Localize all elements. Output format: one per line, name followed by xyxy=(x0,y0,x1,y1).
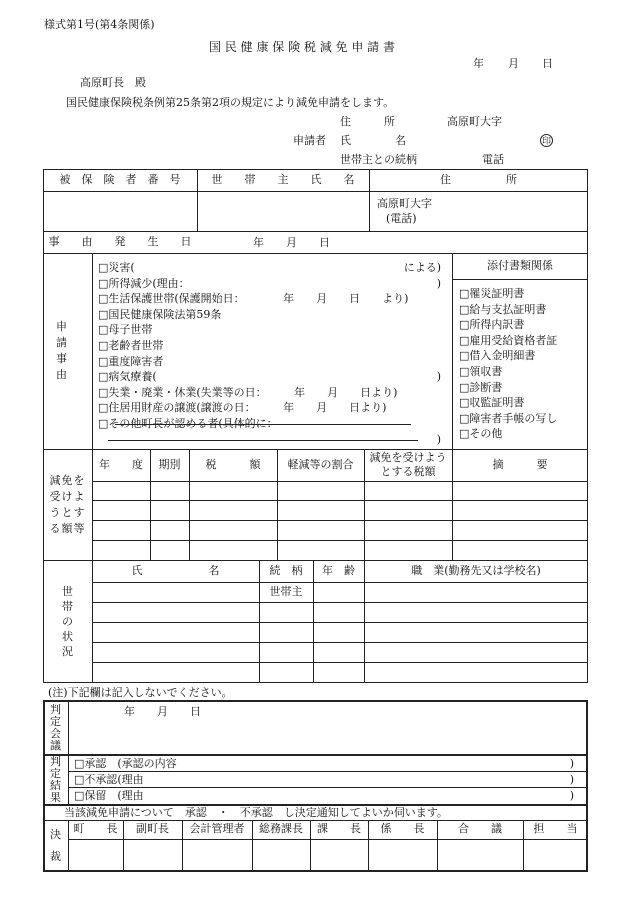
attachment-item: □その他 xyxy=(459,427,503,441)
result-option-text: □承認 (承認の内容 xyxy=(74,757,177,770)
reason-item xyxy=(98,307,441,323)
date-year-label: 年 xyxy=(473,57,484,70)
result-option-close: ) xyxy=(569,773,574,786)
attachment-item: □雇用受給資格者証 xyxy=(459,333,558,347)
result-label: 判定結果 xyxy=(50,754,61,804)
relation-label: 世帯主との続柄 xyxy=(340,153,417,166)
role-header: 総務課長 xyxy=(259,822,303,836)
date-day-label: 日 xyxy=(542,57,553,70)
attachments-title: 添付書類関係 xyxy=(487,258,553,272)
attachment-item: □罹災証明書 xyxy=(459,287,525,300)
member-name-header: 氏 名 xyxy=(131,563,220,577)
reduced-tax-header: 減免を受けようとする税額 xyxy=(369,451,447,478)
reasons-label: 申請事由 xyxy=(56,320,79,381)
decision-label: 決裁 xyxy=(50,828,61,863)
reason-item-text: □災害( xyxy=(98,261,135,274)
event-date-label: 事 由 発 生 日 xyxy=(48,234,192,248)
reason-item-text: □失業・廃業・休業(失業等の日： 年 月 日より) xyxy=(98,385,398,399)
role-header: 合 議 xyxy=(458,822,502,836)
reason-item-text: □国民健康保険法第59条 xyxy=(98,307,222,321)
result-option-close: ) xyxy=(569,757,574,770)
householder-relation-value: 世帯主 xyxy=(269,584,303,598)
addressee: 高原町長 殿 xyxy=(80,76,146,89)
attachment-item: □借入金明細書 xyxy=(459,349,536,363)
result-option xyxy=(74,788,574,804)
householder-name-header: 世 帯 主 氏 名 xyxy=(211,172,355,186)
meeting-label: 判定会議 xyxy=(50,702,61,752)
reason-item-text: □母子世帯 xyxy=(98,323,153,337)
approval-statement: 当該減免申請について 承認 ・ 不承認 し決定通知してよいか伺います。 xyxy=(64,806,448,819)
role-header: 町 長 xyxy=(73,822,118,836)
insured-number-header: 被 保 険 者 番 号 xyxy=(59,172,181,186)
result-option-text: □保留 (理由 xyxy=(74,789,144,802)
result-list xyxy=(74,756,574,804)
relation-header: 続 柄 xyxy=(269,563,303,577)
role-header: 副町長 xyxy=(136,822,169,836)
result-option xyxy=(74,772,574,788)
role-header: 課 長 xyxy=(317,822,361,836)
fiscal-year-header: 年 度 xyxy=(99,457,143,471)
result-option xyxy=(74,756,574,772)
reason-item-close: による) xyxy=(403,261,441,274)
result-option-close: ) xyxy=(569,789,574,802)
reduction-label: 減免を受けようとする額等 xyxy=(49,473,86,535)
occupation-header: 職 業(勤務先又は学校名) xyxy=(411,563,541,577)
reason-item-text: □その他町長が認める者(具体的に： xyxy=(98,416,278,430)
phone-label: 電話 xyxy=(482,153,504,166)
reason-item-text: □生活保護世帯(保護開始日： 年 月 日 より) xyxy=(98,292,409,306)
table-phone-label: (電話) xyxy=(386,212,417,225)
period-header: 期別 xyxy=(158,457,181,471)
reason-item-close: ) xyxy=(436,432,441,446)
reason-item xyxy=(98,276,441,292)
attachment-item: □診断書 xyxy=(459,380,503,394)
reason-item xyxy=(98,338,441,354)
tax-amount-header: 税 額 xyxy=(205,457,261,471)
attachment-item: □収監証明書 xyxy=(459,396,525,410)
age-header: 年 齢 xyxy=(322,563,355,577)
reason-item-text: □重度障害者 xyxy=(98,354,164,368)
meeting-date: 年 月 日 xyxy=(124,705,201,718)
applicant-address-value: 高原町大字 xyxy=(447,115,502,128)
role-header: 係 長 xyxy=(380,822,425,836)
reason-item-close: ) xyxy=(436,370,441,384)
reason-item-close: ) xyxy=(436,276,441,290)
reason-item xyxy=(98,260,441,276)
office-use-note: (注)下記欄は記入しないでください。 xyxy=(48,686,233,699)
reason-item xyxy=(98,354,441,370)
role-header: 会計管理者 xyxy=(189,822,245,836)
reason-item-text: □老齢者世帯 xyxy=(98,338,164,352)
attachment-list xyxy=(459,286,557,442)
date-month-label: 月 xyxy=(508,57,519,70)
reason-item xyxy=(98,400,441,416)
attachment-item: □障害者手帳の写し xyxy=(459,411,558,425)
household-label: 世帯の状況 xyxy=(62,585,73,658)
address-header: 住 所 xyxy=(440,172,517,186)
remarks-header: 摘 要 xyxy=(492,457,548,471)
reason-item-text: □病気療養( xyxy=(98,370,157,384)
reason-list xyxy=(98,260,441,447)
reduction-rate-header: 軽減等の割合 xyxy=(287,457,354,471)
applicant-name-label: 氏 名 xyxy=(340,134,406,147)
reason-item xyxy=(98,322,441,338)
applicant-label: 申請者 xyxy=(293,134,326,147)
reason-item-text: □住居用財産の譲渡(譲渡の日： 年 月 日より) xyxy=(98,401,387,415)
reason-item-text: □所得減少(理由： xyxy=(98,276,190,290)
table-address-value: 高原町大字 xyxy=(377,197,432,210)
attachment-item: □領収書 xyxy=(459,364,503,378)
reason-item xyxy=(98,385,441,401)
reason-item xyxy=(98,291,441,307)
result-option-text: □不承認(理由 xyxy=(74,773,144,786)
event-date-value: 年 月 日 xyxy=(253,236,330,249)
applicant-address-label: 住 所 xyxy=(340,115,395,128)
reason-item xyxy=(98,369,441,385)
attachment-item: □所得内訳書 xyxy=(459,318,525,332)
statement: 国民健康保険税条例第25条第2項の規定により減免申請をします。 xyxy=(66,96,395,109)
page-title: 国 民 健 康 保 険 税 減 免 申 請 書 xyxy=(209,40,395,54)
form-number: 様式第1号(第4条関係) xyxy=(44,18,155,31)
role-header: 担 当 xyxy=(533,822,578,836)
attachment-item: □給与支払証明書 xyxy=(459,302,547,316)
seal-mark: 印 xyxy=(540,134,553,147)
